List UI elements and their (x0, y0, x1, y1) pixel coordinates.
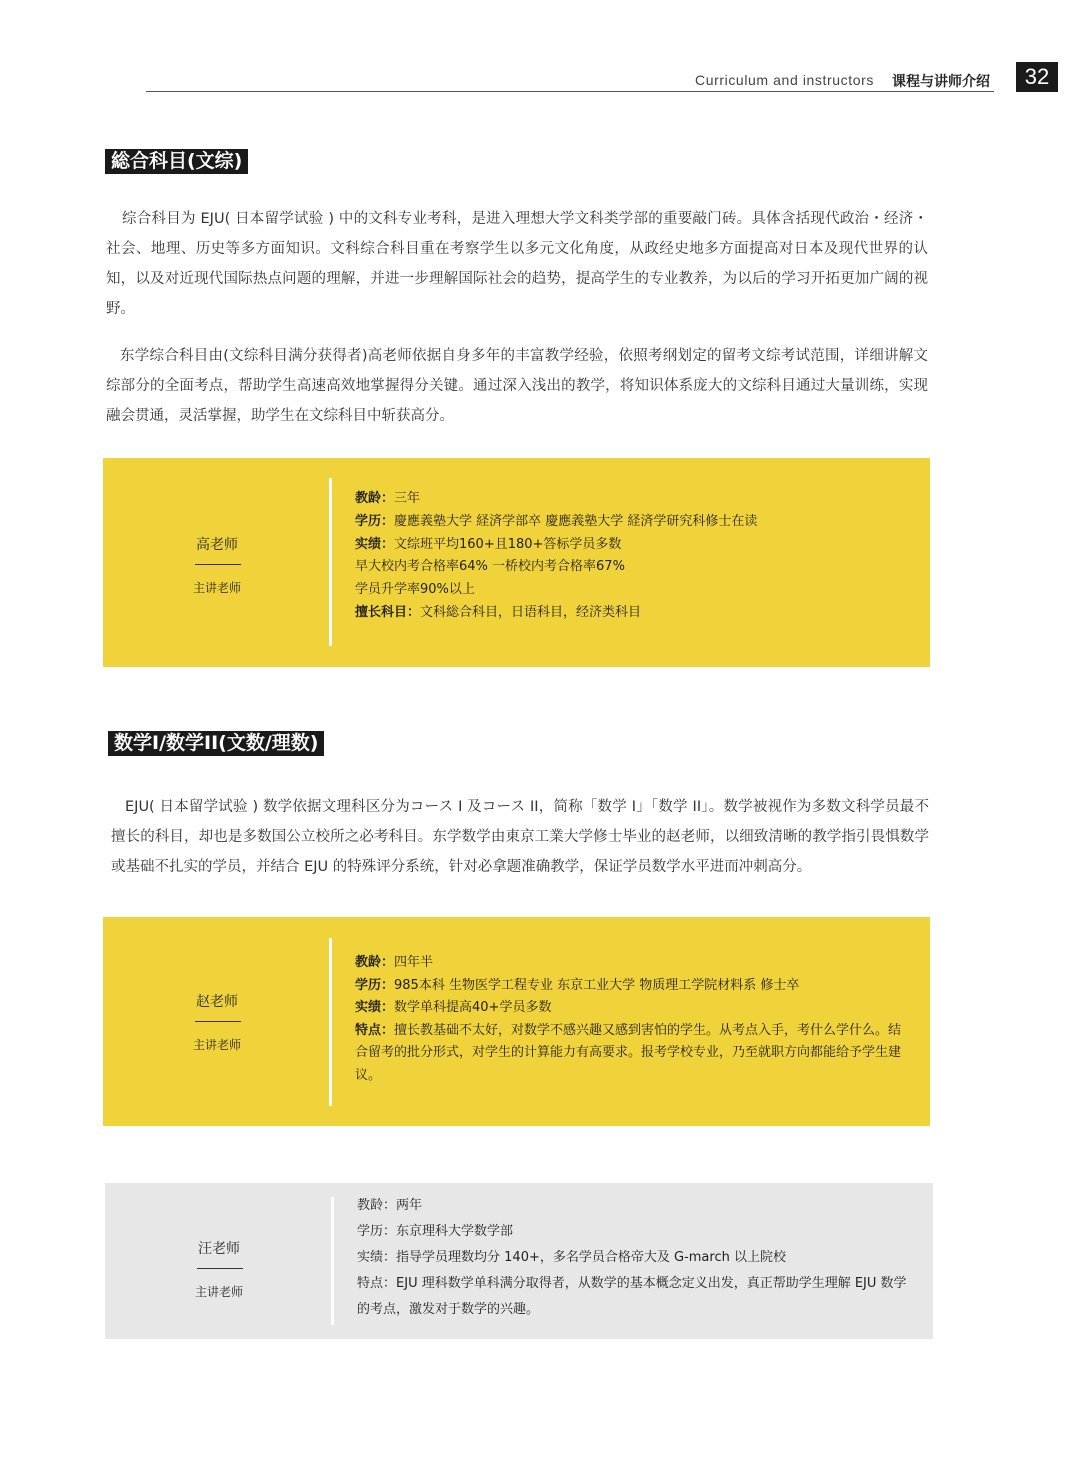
detail-row (355, 579, 905, 602)
detail-key: 教龄： (355, 491, 395, 506)
section-title-comprehensive: 総合科目(文综) (105, 149, 248, 174)
detail-value: 学员升学率90%以上 (355, 582, 475, 598)
detail-value: 三年 (394, 491, 421, 506)
detail-value: 擅长教基础不太好，对数学不感兴趣又感到害怕的学生。从考点入手，考什么学什么。结合留考的批分形式，对学生的计算能力有高要求。报考学校专业，乃至就职方向都能给予学生建议。 (355, 1022, 902, 1083)
detail-key: 擅长科目： (355, 604, 421, 620)
teacher-details (355, 488, 905, 625)
teacher-details (357, 1193, 907, 1323)
detail-row (357, 1219, 907, 1245)
teacher-identity (103, 458, 331, 667)
detail-value: 数学单科提高40+学员多数 (394, 1000, 552, 1016)
name-divider (195, 564, 241, 565)
name-divider (197, 1268, 243, 1269)
detail-row (355, 511, 905, 534)
section1-paragraph-2: 东学综合科目由(文综科目满分获得者)高老师依据自身多年的丰富教学经验，依照考纲划定的留考文综考试范围，详细讲解文综部分的全面考点，帮助学生高速高效地掌握得分关键。通过深入浅出的教学，将知识体系庞大的文综科目通过大量训练，实现融会贯通，灵活掌握，助学生在文综科目中斩获高分。 (106, 348, 928, 424)
detail-row (357, 1245, 907, 1271)
vertical-divider (331, 1197, 334, 1325)
teacher-details (355, 952, 905, 1088)
header-rule (146, 91, 994, 92)
detail-row (355, 952, 905, 975)
teacher-card-gao (103, 458, 930, 667)
detail-value: 两年 (396, 1198, 423, 1213)
header-english-title: Curriculum and instructors (695, 72, 874, 88)
detail-key: 特点： (357, 1276, 397, 1291)
detail-key: 教龄： (355, 955, 395, 970)
detail-value: 文科総合科目，日语科目，经济类科目 (420, 604, 642, 620)
teacher-card-wang (105, 1183, 933, 1339)
detail-value: 文综班平均160+且180+答标学员多数 (394, 536, 622, 552)
detail-key: 教龄： (357, 1198, 397, 1213)
detail-key: 特点： (355, 1022, 395, 1038)
name-divider (195, 1021, 241, 1022)
teacher-name: 赵老师 (196, 994, 238, 1010)
detail-row (357, 1193, 907, 1219)
page-number: 32 (1016, 62, 1058, 92)
detail-row (355, 1020, 905, 1088)
detail-key: 实绩： (357, 1250, 397, 1265)
header-chinese-title: 课程与讲师介绍 (892, 74, 990, 90)
detail-row (357, 1271, 907, 1323)
detail-key: 实绩： (355, 536, 395, 552)
vertical-divider (329, 478, 332, 646)
teacher-card-zhao (103, 917, 930, 1126)
detail-key: 实绩： (355, 1000, 395, 1016)
teacher-role: 主讲老师 (192, 1038, 241, 1052)
teacher-name: 高老师 (196, 537, 238, 553)
detail-row (355, 975, 905, 998)
detail-key: 学历： (355, 977, 395, 993)
detail-value: 985本科 生物医学工程专业 东京工业大学 物质理工学院材料系 修士卒 (394, 977, 800, 993)
detail-value: 指导学员理数均分 140+，多名学员合格帝大及 G-march 以上院校 (396, 1250, 786, 1265)
detail-value: 四年半 (394, 955, 434, 970)
teacher-role: 主讲老师 (194, 1285, 243, 1299)
detail-row (355, 997, 905, 1020)
detail-row (355, 488, 905, 511)
teacher-role: 主讲老师 (192, 581, 241, 595)
teacher-identity (105, 1183, 333, 1339)
detail-key: 学历： (355, 513, 395, 529)
detail-row (355, 556, 905, 579)
detail-value: 慶應義塾大学 経済学部卒 慶應義塾大学 経済学研究科修士在读 (394, 513, 758, 529)
detail-row (355, 602, 905, 625)
detail-value: EJU 理科数学单科满分取得者，从数学的基本概念定义出发，真正帮助学生理解 EJU 数学的考点，激发对于数学的兴趣。 (357, 1276, 907, 1317)
section1-paragraph-1: 综合科目为 EJU( 日本留学试验 ) 中的文科专业考科，是进入理想大学文科类学部的重要敲门砖。具体含括现代政治・经济・社会、地理、历史等多方面知识。文科综合科目重在考察学生以多元文化角度，从政经史地多方面提高对日本及现代世界的认知，以及对近现代国际热点问题的理解，并进一步理解国际社会的趋势，提高学生的专业教养，为以后的学习开拓更加广阔的视野。 (106, 211, 928, 317)
detail-row (355, 534, 905, 557)
detail-value: 早大校内考合格率64% 一桥校内考合格率67% (355, 559, 625, 575)
page-header (146, 62, 1058, 92)
section-title-math: 数学I/数学II(文数/理数) (108, 731, 324, 756)
section2-paragraph-1: EJU( 日本留学试验 ) 数学依据文理科区分为コース I 及コース II，简称「数学 I」「数学 II」。数学被视作为多数文科学员最不擅长的科目，却也是多数国公立校所之必考科目。东学数学由東京工業大学修士毕业的赵老师，以细致清晰的教学指引畏惧数学或基础不扎实的学员，并结合 EJU 的特殊评分系统，针对必拿题准确教学，保证学员数学水平进而冲刺高分。 (111, 799, 929, 875)
teacher-name: 汪老师 (198, 1241, 240, 1257)
teacher-identity (103, 917, 331, 1126)
detail-key: 学历： (357, 1224, 397, 1239)
detail-value: 东京理科大学数学部 (396, 1224, 514, 1239)
vertical-divider (329, 938, 332, 1106)
